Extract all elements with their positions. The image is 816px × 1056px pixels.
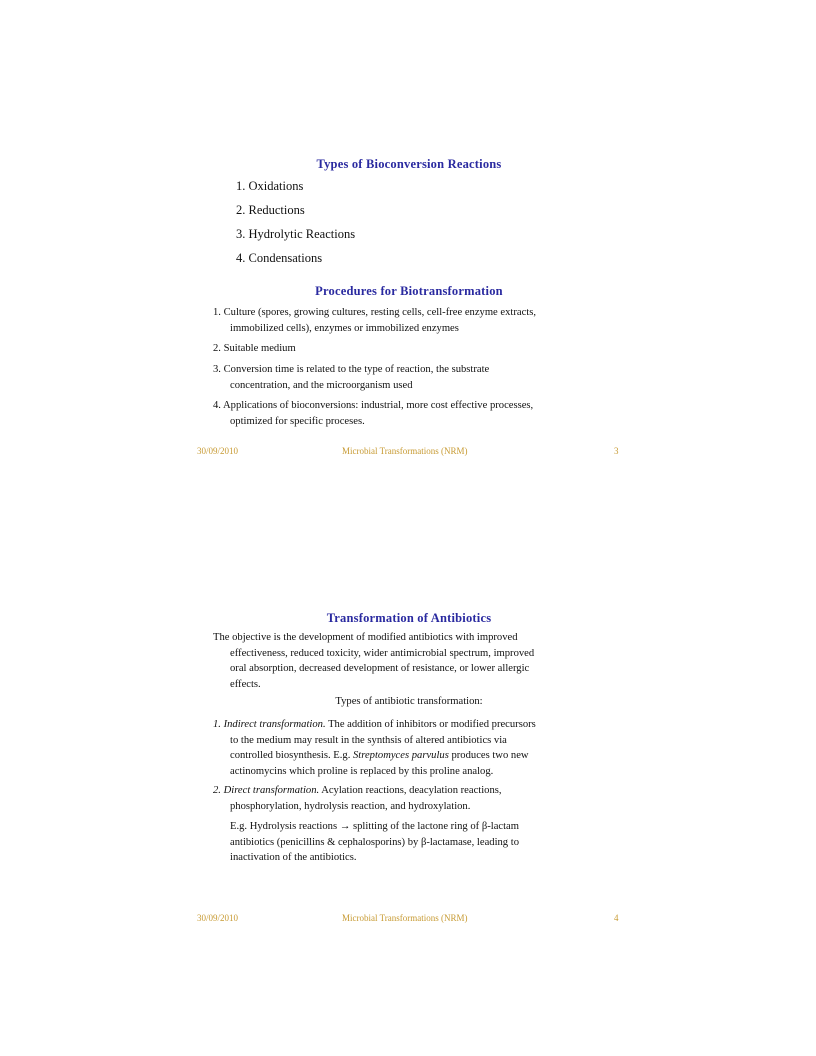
direct-label: 2. Direct transformation. [213,785,320,796]
procedure-4-line1: 4. Applications of bioconversions: industrial, more cost effective processes, [213,400,534,411]
procedure-3-line2: concentration, and the microorganism used [230,379,413,391]
types-title: Types of antibiotic transformation: [335,696,483,707]
reaction-item-4: 4. Condensations [236,251,323,265]
objective-paragraph [213,630,593,692]
procedure-1 [213,305,593,336]
indirect-line3-a: controlled biosynthesis. E.g. [230,750,353,761]
procedure-1-line1: 1. Culture (spores, growing cultures, resting cells, cell-free enzyme extracts, [213,307,536,318]
reaction-item-2: 2. Reductions [236,203,305,217]
indirect-label: 1. Indirect transformation. [213,719,326,730]
heading-procedures: Procedures for Biotransformation [315,284,503,298]
footer-date-p4: 30/09/2010 [197,913,239,923]
procedure-3-line1: 3. Conversion time is related to the type of reaction, the substrate [213,364,490,375]
example-line1: E.g. Hydrolysis reactions → splitting of the lactone ring of β-lactam [230,821,520,832]
indirect-line3-b: produces two new [448,750,529,761]
objective-line2: effectiveness, reduced toxicity, wider antimicrobial spectrum, improved [230,647,535,659]
objective-line4: effects. [230,678,261,690]
indirect-line4: actinomycins which proline is replaced by this proline analog. [230,765,494,777]
objective-line3: oral absorption, decreased development of resistance, or lower allergic [230,663,530,674]
heading-bioconversion-types: Types of Bioconversion Reactions [316,157,502,171]
objective-line1: The objective is the development of modified antibiotics with improved [213,632,518,643]
procedure-1-line2: immobilized cells), enzymes or immobilized enzymes [230,322,459,334]
indirect-line1: The addition of inhibitors or modified precursors [325,719,536,730]
heading-antibiotics: Transformation of Antibiotics [326,611,492,625]
procedure-4-line2: optimized for specific proceses. [230,415,365,427]
organism-name: Streptomyces parvulus [353,750,449,761]
example-line2: antibiotics (penicillins & cephalosporins) by β-lactamase, leading to [230,836,519,848]
footer-title-p4: Microbial Transformations (NRM) [342,913,468,923]
hydrolysis-example [213,819,593,866]
indirect-transformation [213,717,593,779]
procedure-2-line1: 2. Suitable medium [213,343,296,354]
direct-transformation [213,783,593,814]
footer-title-p3: Microbial Transformations (NRM) [342,446,468,456]
procedure-4 [213,398,593,429]
example-line3: inactivation of the antibiotics. [230,852,357,863]
procedure-2 [213,341,593,357]
indirect-line2: to the medium may result in the synthsis of altered antibiotics via [230,734,507,746]
footer-page-number-p3: 3 [614,446,619,456]
footer-date-p3: 30/09/2010 [197,446,239,456]
direct-line1: Acylation reactions, deacylation reactions, [319,785,502,796]
direct-line2: phosphorylation, hydrolysis reaction, and hydroxylation. [230,800,471,812]
reaction-item-1: 1. Oxidations [236,179,304,193]
footer-page-number-p4: 4 [614,913,619,923]
reaction-item-3: 3. Hydrolytic Reactions [236,227,356,241]
procedure-3 [213,362,593,393]
